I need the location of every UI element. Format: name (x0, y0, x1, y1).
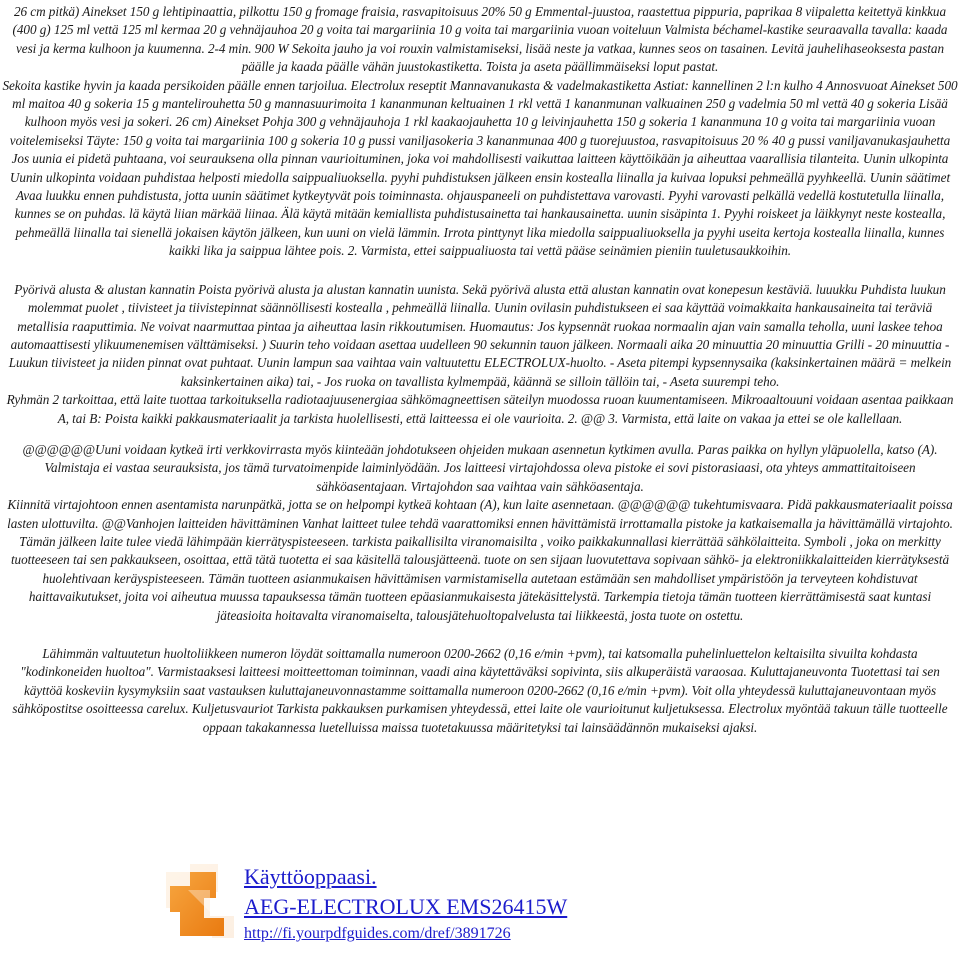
paragraph-disposal: Kiinnitä virtajohtoon ennen asentamista narunpätkä, jotta se on helpompi kytkeä kohtaan (A), kun laite asennetaan. @@@@@@ tukehtumisvaara. Pidä pakkausmateriaalit poissa lasten ulottuvilta. @@Vanhojen laitteiden hävittäminen Vanhat laitteet tulee tehdä vaarattomiksi ennen hävittämistä irrottamalla pistoke ja katkaisemalla ja hävittämällä virtajohto. Tämän jälkeen laite tulee viedä lähimpään kierrätyspisteeseen. tarkista paikallisilta viranomaisilta , voiko paikkakunnallasi kierrättää sähkölaitteita. Symboli , joka on merkitty tuotteeseen tai sen pakkaukseen, osoittaa, että tätä tuotetta ei saa käsitellä talousjätteenä. tuote on sen sijaan luovutettava sopivaan sähkö- ja elektroniikkalaitteiden kierrätyksestä huolehtivaan keräyspisteeseen. Tämän tuotteen asianmukaisen hävittämisen varmistamisella autetaan estämään sen mahdolliset ympäristöön ja terveyteen kohdistuvat haittavaikutukset, joita voi aiheutua muussa tapauksessa tämän tuotteen epäasianmukaisesta jätekäsittelystä. Tarkempia tietoja tämän tuotteen kierrättämisestä saat kuntasi jäteasioita hoitavalta viranomaiselta, talousjätehuoltopalvelusta tai liikkeestä, josta tuote on ostettu. (7, 497, 953, 623)
paragraph-turntable: Pyörivä alusta & alustan kannatin Poista pyörivä alusta ja alustan kannatin uunista. Sekä pyörivä alusta että alustan kannatin ovat konepesun kestäviä. luuukku Puhdista luukun molemmat puolet , tiivisteet ja tiivistepinnat säännöllisesti kostealla , pehmeällä liinalla. Uunin ovilasin puhdistukseen ei saa käyttää voimakkaita hankausaineita tai teräviä metallisia raaputtimia. Ne voivat naarmuttaa pintaa ja aiheuttaa lasin rikkoutumisen. Huomautus: Jos kypsennät ruokaa normaalin ajan vain samalla teholla, uuni laskee tehoa automaattisesti ylikuumenemisen välttämiseksi. ) Suurin teho voidaan asettaa uudelleen 90 sekunnin tauon jälkeen. Normaali aika 20 minuuttia 20 minuuttia Grilli - 20 minuuttia - Luukun tiivisteet ja niiden pinnat ovat puhtaat. Uunin lampun saa vaihtaa vain valtuutettu ELECTROLUX-huolto. - Aseta pitempi kypsennysaika (kaksinkertainen määrä = melkein kaksinkertainen aika) tai, - Jos ruoka on tavallista kylmempää, käännä se silloin tällöin tai, - Aseta suurempi teho. (8, 281, 952, 389)
paragraph-recipe-lasagne: 26 cm pitkä) Ainekset 150 g lehtipinaattia, pilkottu 150 g fromage fraisia, rasvapitoisuus 20% 50 g Emmental-juustoa, raastettua pippuria, paprikaa 8 viipaletta keitettyä kinkkua (400 g) 125 ml vettä 125 ml kermaa 20 g vehnäjauhoa 20 g voita tai margariinia 10 g voita tai margariinia vuoan voiteluun Valmista béchamel-kastike seuraavalla tavalla: kaada vesi ja kerma kulhoon ja kuumenna. 2-4 min. 900 W Sekoita jauho ja voi rouxin valmistamiseksi, lisää neste ja vatkaa, kunnes seos on tasainen. Levitä jauhelihaseoksesta pastan päälle ja kaada päälle vähän juustokastiketta. Toista ja aseta päällimmäiseksi loput pastat. (12, 4, 948, 75)
paragraph-installation: Ryhmän 2 tarkoittaa, että laite tuottaa tarkoituksella radiotaajuusenergiaa sähkömagneettisen säteilyn muodossa ruoan kuumentamiseen. Mikroaaltouuni voidaan asentaa paikkaan A, tai B: Poista kaikki pakkausmateriaalit ja tarkista huolellisesti, että laitteessa ei ole vaurioita. 2. @@ 3. Varmista, että laite on vakaa ja ettei se ole kallellaan. (6, 392, 954, 426)
footer-links (244, 862, 567, 946)
manuals-link[interactable]: Käyttöoppaasi. (244, 864, 377, 889)
orange-arrow-icon (160, 862, 238, 940)
model-link[interactable]: AEG-ELECTROLUX EMS26415W (244, 894, 568, 919)
paragraph-service: Lähimmän valtuutetun huoltoliikkeen numeron löydät soittamalla numeroon 0200-2662 (0,16 e/min +pvm), tai katsomalla puhelinluettelon keltaisilta sivuilta kohdasta "kodinkoneiden huoltoa". Varmistaaksesi laitteesi moitteettoman toiminnan, vaadi aina käytettäväksi sopivinta, siis alkuperäistä varaosaa. Kuluttajaneuvonta Tuotettasi tai sen käyttöä koskeviin kysymyksiin saat vastauksen kuluttajaneuvonnastamme soittamalla numeroon 0200-2662 (0,16 e/min +pvm). Voit olla yhteydessä kuluttajaneuvontaan myös sähköpostitse osoitteessa carelux. Kuljetusvauriot Tarkista pakkauksen purkamisen yhteydessä, ettei laite ole vaurioitunut kuljetuksessa. Electrolux myöntää takuun tälle tuotteelle oppaan takakannessa luetelluissa maissa tuotetakuussa määritetyksi tai lainsäädännön mukaiseksi ajaksi. (12, 646, 948, 735)
paragraph-cleaning: Sekoita kastike hyvin ja kaada persikoiden päälle ennen tarjoilua. Electrolux reseptit Mannavanukasta & vadelmakastiketta Astiat: kannellinen 2 l:n kulho 4 Annosvuoat Ainekset 500 ml maitoa 40 g sokeria 15 g mantelirouhetta 50 g mannasuurimoita 1 kananmunan keltuainen 1 rkl vettä 1 kananmunan valkuainen 250 g vadelmia 50 ml vettä 40 g sokeria Lisää kulhoon myös vesi ja sokeri. 26 cm) Ainekset Pohja 300 g vehnäjauhoja 1 rkl kaakaojauhetta 10 g leivinjauhetta 150 g sokeria 1 kananmuna 10 g voita tai margariinia vuoan voitelemiseksi Täyte: 150 g voita tai margariinia 100 g sokeria 10 g pussi vaniljasokeria 3 kananmunaa 400 g tuorejuustoa, rasvapitoisuus 20 % 40 g pussi vaniljavanukasjauhetta Jos uunia ei pidetä puhtaana, voi seurauksena olla pinnan vaurioituminen, joka voi mahdollisesti vaikuttaa laitteen käyttöikään ja aiheuttaa vaarallisia tilanteita. Uunin ulkopinta Uunin ulkopinta voidaan puhdistaa helposti miedolla saippualiuoksella. pyyhi puhdistuksen jälkeen ensin kostealla liinalla ja kuivaa lopuksi pehmeällä pyyhkeellä. Uunin säätimet Avaa luukku ennen puhdistusta, jotta uunin säätimet kytkeytyvät pois toiminnasta. ohjauspaneeli on puhdistettava varovasti. Pyyhi varovasti pelkällä vedellä kostutetulla liinalla, kunnes se on puhdas. lä käytä liian märkää liinaa. Älä käytä mitään kemiallista puhdistusainetta tai hankausainetta. uunin sisäpinta 1. Pyyhi roiskeet ja läikkynyt neste kostealla, pehmeällä liinalla tai sienellä jokaisen käytön jälkeen, kun uuni on vielä lämmin. Irrota pinttynyt lika miedolla saippualiuoksella ja pyyhi useita kertoja kostealla liinalla, kunnes kaikki lika ja saippua lähtee pois. 2. Varmista, ettei saippualiuosta tai vettä pääse seinämien pieniin tuuletusaukkoihin. (2, 77, 958, 259)
paragraph-electrical: @@@@@@Uuni voidaan kytkeä irti verkkovirrasta myös kiinteään johdotukseen ohjeiden mukaan asennetun kytkimen avulla. Paras paikka on hyllyn yläpuolella, katso (A). Valmistaja ei vastaa seurauksista, jos tämä turvatoimenpide laiminlyödään. Jos laitteesi virtajohdossa oleva pistoke ei sovi pistorasiaasi, ota yhteys ammattitaitoiseen sähköasentajaan. Virtajohdon saa vaihtaa vain sähköasentaja. (22, 441, 938, 494)
footer (160, 862, 880, 958)
url-link[interactable]: http://fi.yourpdfguides.com/dref/3891726 (244, 925, 511, 942)
